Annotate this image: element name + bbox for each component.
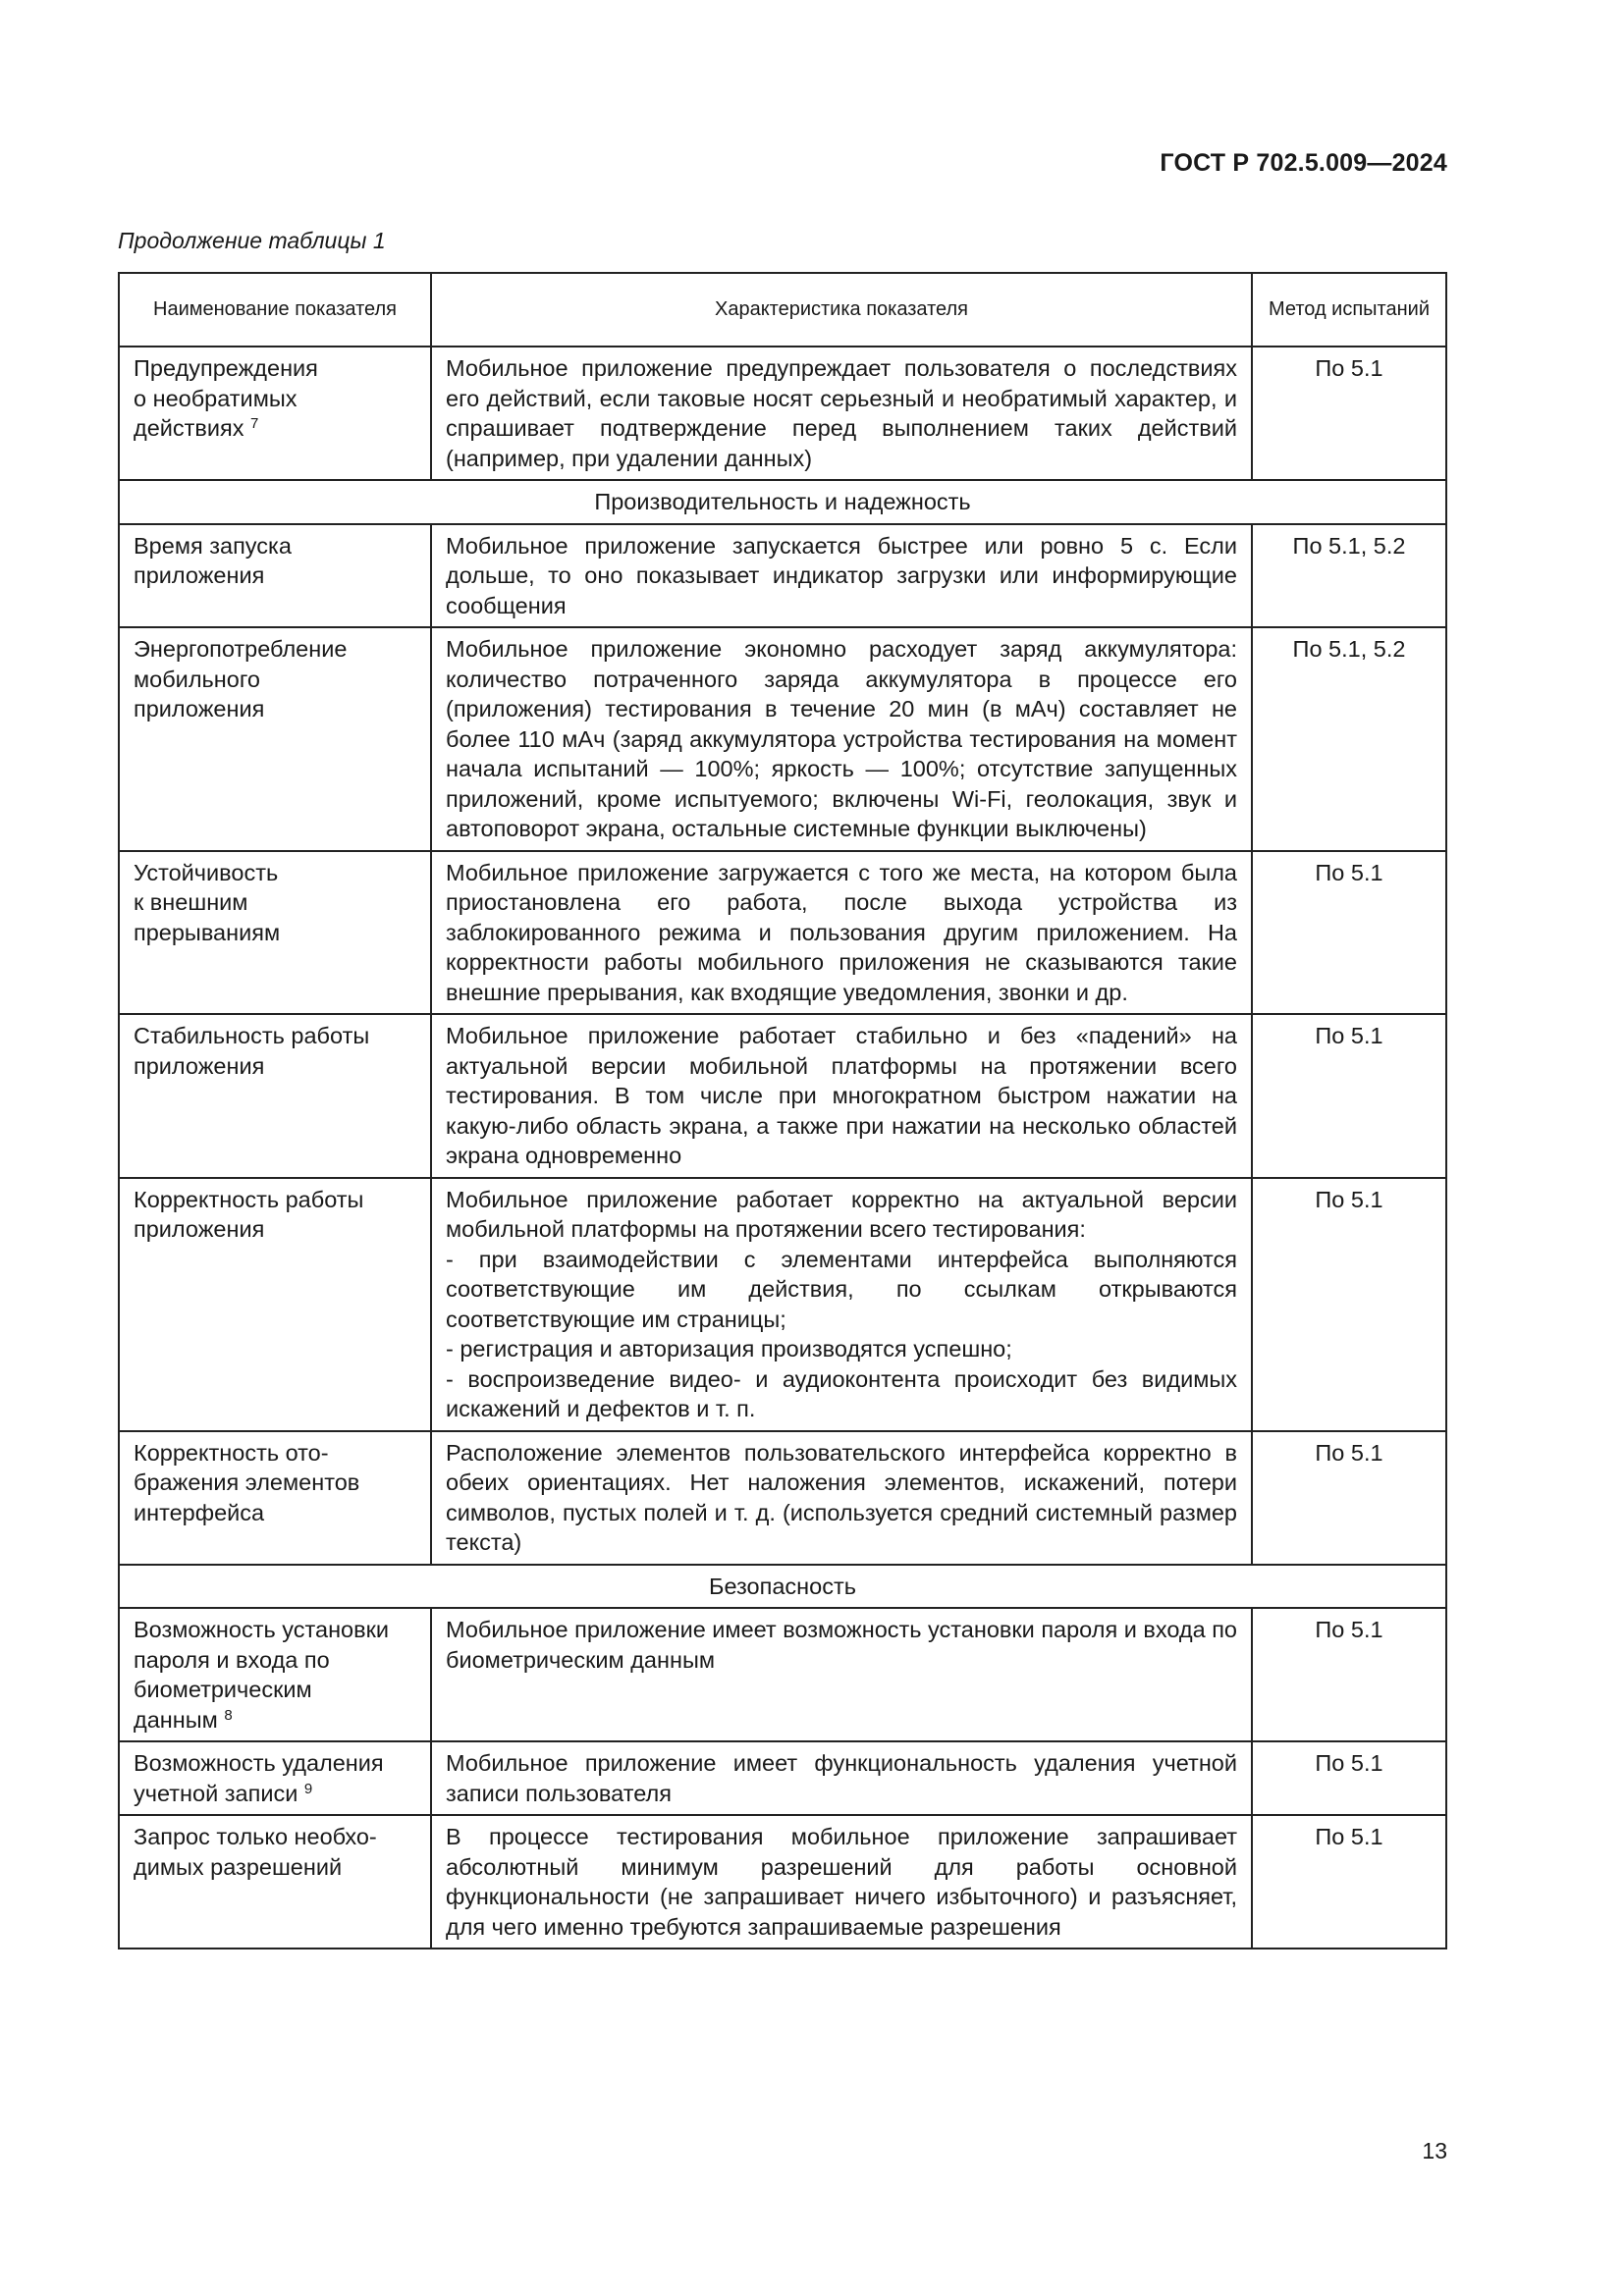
indicator-name-text: действиях [134,415,244,441]
indicator-name-line [134,413,416,444]
test-method-cell: По 5.1 [1252,1741,1446,1815]
indicator-name-cell [119,347,431,480]
test-method-cell: По 5.1 [1252,1014,1446,1178]
indicator-description-cell [431,1178,1252,1431]
indicator-name-cell [119,627,431,851]
indicator-name-line [134,384,416,414]
page-number: 13 [1422,2138,1447,2163]
indicator-name-text: бражения элементов [134,1469,360,1495]
section-title: Производительность и надежность [119,480,1446,524]
indicators-table [118,272,1447,1949]
indicator-description-cell: Мобильное приложение предупреждает пользователя о последствиях его действий, если таковые носят серьезный и необратимый характер, и спрашивает подтверждение перед выполнением таких действий (например, при удалении данных) [431,347,1252,480]
indicator-name-text: Запрос только необхо- [134,1824,377,1849]
footnote-marker: 8 [224,1706,233,1724]
indicator-name-text: приложения [134,696,265,721]
indicator-name-cell [119,1741,431,1815]
header-indicator-description: Характеристика показателя [431,273,1252,347]
indicator-name-line [134,1675,416,1705]
table-row [119,851,1446,1015]
indicator-name-line [134,353,416,384]
indicator-description-cell: Мобильное приложение имеет возможность установки пароля и входа по биометрическим данным [431,1608,1252,1741]
document-id: ГОСТ Р 702.5.009—2024 [1160,149,1447,177]
indicator-name-line [134,561,416,591]
indicator-name-text: интерфейса [134,1499,265,1525]
indicator-name-text: Стабильность работы [134,1023,370,1048]
indicator-name-text: Время запуска [134,532,292,559]
table-row [119,627,1446,851]
indicator-name-line [134,1822,416,1852]
indicator-name-cell [119,1815,431,1949]
indicator-name-cell [119,851,431,1015]
indicator-name-text: учетной записи [134,1780,298,1806]
table-row [119,1741,1446,1815]
indicator-name-text: о необратимых [134,385,298,411]
indicator-name-line [134,1468,416,1498]
indicator-name-line [134,1498,416,1528]
test-method-cell: По 5.1 [1252,1608,1446,1741]
indicator-name-text: Корректность ото- [134,1439,329,1466]
table-section-row [119,480,1446,524]
indicator-name-line [134,634,416,665]
indicator-name-line [134,858,416,888]
test-method-cell: По 5.1 [1252,851,1446,1015]
description-paragraph: Мобильное приложение работает корректно на актуальной версии мобильной платформы на протяжении всего тестирования: [446,1186,1237,1242]
indicator-name-text: приложения [134,562,265,588]
header-indicator-name: Наименование показателя [119,273,431,347]
table-row [119,1014,1446,1178]
table-row [119,1431,1446,1565]
test-method-cell: По 5.1 [1252,347,1446,480]
description-paragraph: - воспроизведение видео- и аудиоконтента происходит без видимых искажений и дефектов и т. п. [446,1365,1237,1421]
table-continuation-caption: Продолжение таблицы 1 [118,228,386,253]
indicator-name-text: Предупреждения [134,355,318,381]
indicator-name-cell [119,1178,431,1431]
table-header-row [119,273,1446,347]
indicator-name-text: приложения [134,1216,265,1242]
indicator-name-text: Корректность работы [134,1186,364,1212]
table-row [119,1815,1446,1949]
indicator-name-line [134,531,416,561]
indicator-name-cell [119,1608,431,1741]
indicator-name-text: прерываниям [134,919,281,945]
indicator-name-text: мобильного [134,666,260,692]
indicator-name-line [134,1214,416,1245]
header-test-method: Метод испытаний [1252,273,1446,347]
indicator-name-cell [119,1014,431,1178]
indicator-name-text: биометрическим [134,1677,312,1702]
indicator-name-text: Устойчивость [134,859,279,885]
indicator-name-line [134,1705,416,1735]
test-method-cell: По 5.1 [1252,1431,1446,1565]
indicator-name-line [134,1438,416,1468]
indicator-name-line [134,1645,416,1676]
description-paragraph: - регистрация и авторизация производятся успешно; [446,1336,1012,1362]
indicator-name-line [134,1051,416,1082]
indicator-name-line [134,1615,416,1645]
indicator-description-cell: Мобильное приложение экономно расходует заряд аккумулятора: количество потраченного заряда аккумулятора в процессе его (приложения) тестирования в течение 20 мин (в мАч) составляет не более 110 мАч (заряд аккумулятора устройства тестирования на момент начала испытаний — 100%; яркость — 100%; отсутствие запущенных приложений, кроме испытуемого; включены Wi-Fi, геолокация, звук и автоповорот экрана, остальные системные функции выключены) [431,627,1252,851]
indicator-description-cell: Мобильное приложение имеет функциональность удаления учетной записи пользователя [431,1741,1252,1815]
indicator-name-text: приложения [134,1052,265,1079]
test-method-cell: По 5.1, 5.2 [1252,627,1446,851]
indicator-name-line [134,1748,416,1779]
indicator-name-text: димых разрешений [134,1853,343,1880]
table-row [119,1608,1446,1741]
indicator-description-cell: Мобильное приложение работает стабильно и без «падений» на актуальной версии мобильной платформы на протяжении всего тестирования. В том числе при многократном быстром нажатии на какую-либо область экрана, а также при нажатии на несколько областей экрана одновременно [431,1014,1252,1178]
table-body [119,347,1446,1949]
indicator-name-text: данным [134,1706,218,1733]
table-row [119,524,1446,628]
indicator-name-text: Энергопотребление [134,636,348,662]
table-section-row [119,1565,1446,1609]
indicator-name-line [134,1779,416,1809]
indicator-description-cell: В процессе тестирования мобильное приложение запрашивает абсолютный минимум разрешений для работы основной функциональности (не запрашивает ничего избыточного) и разъясняет, для чего именно требуются запрашиваемые разрешения [431,1815,1252,1949]
description-paragraph: - при взаимодействии с элементами интерфейса выполняются соответствующие им действия, по ссылкам открываются соответствующие им страницы; [446,1246,1237,1332]
indicator-description-cell: Мобильное приложение запускается быстрее или ровно 5 с. Если дольше, то оно показывает индикатор загрузки или информирующие сообщения [431,524,1252,628]
section-title: Безопасность [119,1565,1446,1609]
indicator-name-line [134,918,416,948]
indicator-name-text: пароля и входа по [134,1646,330,1673]
indicator-name-cell [119,1431,431,1565]
test-method-cell: По 5.1, 5.2 [1252,524,1446,628]
indicator-description-cell: Расположение элементов пользовательского интерфейса корректно в обеих ориентациях. Нет наложения элементов, искажений, потери символов, пустых полей и т. д. (используется средний системный размер текста) [431,1431,1252,1565]
indicator-description-cell: Мобильное приложение загружается с того же места, на котором была приостановлена его работа, после выхода устройства из заблокированного режима и пользования другим приложением. На корректности работы мобильного приложения не сказываются такие внешние прерывания, как входящие уведомления, звонки и др. [431,851,1252,1015]
indicator-name-cell [119,524,431,628]
indicator-name-line [134,1185,416,1215]
footnote-marker: 7 [250,415,259,432]
indicator-name-text: к внешним [134,889,248,915]
indicator-name-line [134,1852,416,1883]
test-method-cell: По 5.1 [1252,1178,1446,1431]
indicator-name-line [134,1021,416,1051]
indicator-name-line [134,665,416,695]
footnote-marker: 9 [303,1780,313,1797]
table-row [119,347,1446,480]
test-method-cell: По 5.1 [1252,1815,1446,1949]
indicator-name-line [134,694,416,724]
table-row [119,1178,1446,1431]
indicator-name-text: Возможность удаления [134,1750,384,1776]
indicator-name-text: Возможность установки [134,1617,390,1642]
indicator-name-line [134,887,416,918]
